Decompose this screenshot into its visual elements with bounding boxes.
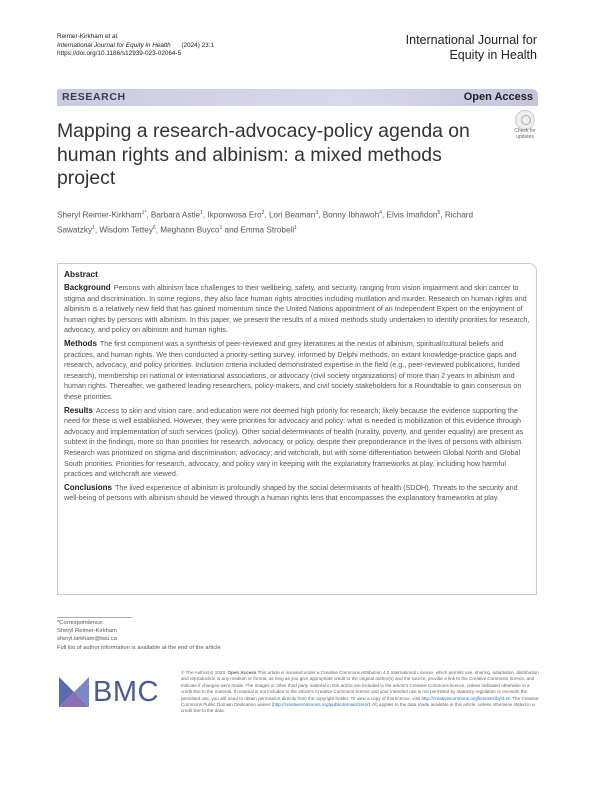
abstract-section	[64, 483, 530, 504]
section-bar	[57, 89, 538, 106]
open-access-label: Open Access	[463, 91, 533, 103]
header-journal: International Journal for Equity in Health	[57, 41, 171, 49]
author-name[interactable]: Wisdom Tettey	[99, 225, 153, 235]
journal-name	[406, 33, 537, 63]
correspondence-block	[57, 619, 221, 652]
license-link-cc0[interactable]: http://creativecommons.org/publicdomain/zero/1.0/	[273, 702, 377, 708]
header-year-volume: (2024) 23:1	[181, 41, 215, 49]
abstract-section-label: Results	[64, 405, 93, 415]
author-separator: ,	[264, 210, 269, 220]
abstract-section-text: Access to skin and vision care, and education were not deemed high priority for research; likely because the evidence supporting the need for these is well established. However, they were priorities for advocacy and policy: what is needed is mobilization of this evidence through advocacy and implementation of such services (policy). Other social determinants of health (rurality, poverty, and gender equality) are present as subtext in the findings, more so than priorities for research, advocacy, or policy, despite their preponderance in the lives of persons with albinism. Research was prioritized on stigma and discrimination; advocacy; and witchcraft, but with some differentiation between Global North and Global South priorities. Priorities for research, advocacy, and policy vary in keeping with the explanatory frameworks at play, including how harmful practices and witchcraft are viewed.	[64, 405, 524, 479]
author-name[interactable]: Richard Sawatzky	[57, 210, 474, 235]
author-affiliation-sup: 6	[152, 224, 156, 231]
author-affiliation-sup: 1	[219, 224, 223, 231]
author-list	[57, 207, 537, 236]
check-updates-line2: updates	[516, 133, 534, 140]
license-text-2: . The Creative Commons Public Domain Dedication waiver (	[181, 695, 539, 708]
abstract-section-text: The lived experience of albinism is profoundly shaped by the social determinants of health (SDOH). Threats to the security and well-being of persons with albinism should be viewed through a human rights lens that encompasses the explanatory frameworks at play.	[64, 482, 518, 503]
abstract-section-label: Conclusions	[64, 482, 113, 492]
license-text-3: ) applies to the data made available in this article, unless otherwise stated in a credit line to the data.	[181, 702, 535, 714]
bmc-wordmark: BMC	[93, 676, 159, 708]
author-affiliation-sup: 4	[379, 210, 382, 216]
license-statement	[181, 670, 539, 715]
author-name[interactable]: Lori Beaman	[268, 210, 316, 220]
author-separator: ,	[155, 225, 161, 235]
check-updates-icon	[515, 110, 535, 130]
author-name[interactable]: Ikponwosa Ero	[207, 210, 262, 220]
abstract-section-text: The first component was a synthesis of peer-reviewed and grey literatures at the nexus of albinism, spiritual/cultural beliefs and practices, and human rights. We then conducted a priority-setting survey, informed by Delphi methods, on extant knowledge-practice gaps and research, advocacy, and policy priorities. Inclusion criteria included demonstrated expertise in the field (e.g., peer-reviewed publications, funded research), membership on national or international associations, or advocacy (civil society organizations) of more than 2 years in albinism and human rights. Thereafter, we gathered leading researchers, policy-makers, and civil society stakeholders for a Roundtable to gain consensus on these priorities.	[64, 338, 522, 401]
author-separator: ,	[146, 210, 151, 220]
bmc-mark-icon	[57, 675, 91, 709]
header-doi[interactable]: https://doi.org/10.1186/s12939-023-02064-5	[57, 50, 182, 58]
author-affiliation-sup: 1	[294, 224, 297, 231]
abstract-section-text: Persons with albinism face challenges to their wellbeing, safety, and security, ranging from vision impairment and skin cancer to stigma and discrimination. In some regions, they also face human rights atrocities including mutilation and murder. Research on human rights and albinism is a relatively new field that has gained momentum since the United Nations appointment of an Independent Expert on the enjoyment of human rights by persons with albinism. In this paper, we present the results of a mixed methods study undertaken to identify priorities for research, advocacy, and policy on albinism and human rights.	[64, 283, 530, 335]
author-name[interactable]: Sheryl Reimer-Kirkham	[57, 210, 142, 220]
section-label: RESEARCH	[62, 91, 126, 103]
abstract-section-label: Methods	[64, 338, 97, 348]
author-affiliation-sup: 1*	[141, 210, 147, 216]
abstract-heading: Abstract	[64, 269, 98, 279]
author-name[interactable]: Bonny Ibhawoh	[322, 210, 380, 220]
author-name[interactable]: Barbara Astle	[150, 210, 201, 220]
author-affiliation-sup: 1	[200, 210, 203, 216]
correspondence-label: *Correspondence:	[57, 620, 104, 626]
author-separator: ,	[440, 210, 445, 220]
check-for-updates-badge[interactable]	[508, 110, 542, 140]
running-header	[57, 33, 214, 59]
abstract-section	[64, 283, 530, 336]
journal-name-line2: Equity in Health	[449, 48, 537, 62]
correspondence-email[interactable]: sheryl.kirkham@twu.ca	[57, 636, 118, 643]
abstract-body	[64, 283, 530, 507]
bmc-logo	[57, 675, 167, 709]
abstract-box	[57, 263, 537, 595]
license-text: This article is licensed under a Creative Commons Attribution 4.0 International License, which permits use, sharing, adaptation, distribution and reproduction in any medium or format, as long as you give appropriate credit to the original author(s) and the source, provide a link to the Creative Commons licence, and indicate if changes were made. The images or other third party material in this article are included in the article's Creative Commons licence, unless indicated otherwise in a credit line to the material. If material is not included in the article's Creative Commons licence and your intended use is not permitted by statutory regulation or exceeds the permitted use, you will need to obtain permission directly from the copyright holder. To view a copy of this licence, visit	[181, 670, 539, 701]
author-affiliation-sup: 2	[261, 210, 265, 216]
author-separator: ,	[318, 210, 323, 220]
author-affiliation-sup: 1	[92, 224, 95, 231]
author-separator: ,	[202, 210, 208, 220]
license-open-access: Open Access	[227, 670, 257, 675]
author-name[interactable]: Meghann Buyco	[160, 225, 220, 235]
license-link-cc-by[interactable]: http://creativecommons.org/licenses/by/4.0/	[421, 695, 510, 701]
author-separator: and	[222, 225, 241, 235]
author-name[interactable]: Elvis Imafidon	[386, 210, 438, 220]
author-affiliation-sup: 5	[437, 210, 441, 216]
header-et-al: et al.	[104, 33, 119, 40]
author-name[interactable]: Emma Strobell	[240, 225, 295, 235]
author-info-note: Full list of author information is available at the end of the article	[57, 644, 221, 651]
journal-name-line1: International Journal for	[405, 33, 537, 47]
footnote-divider	[57, 617, 132, 618]
author-separator: ,	[94, 225, 100, 235]
license-copyright: © The Author(s) 2023.	[181, 670, 228, 675]
article-title: Mapping a research-advocacy-policy agenda on human rights and albinism: a mixed methods project	[57, 120, 470, 190]
author-affiliation-sup: 3	[315, 210, 319, 216]
check-updates-line1: Check for	[514, 128, 536, 134]
abstract-section	[64, 339, 530, 403]
header-authors: Reimer-Kirkham	[57, 33, 105, 40]
abstract-section-label: Background	[64, 283, 111, 292]
correspondence-name: Sheryl Reimer-Kirkham	[57, 628, 117, 635]
abstract-section	[64, 406, 530, 480]
author-separator: ,	[381, 210, 387, 220]
